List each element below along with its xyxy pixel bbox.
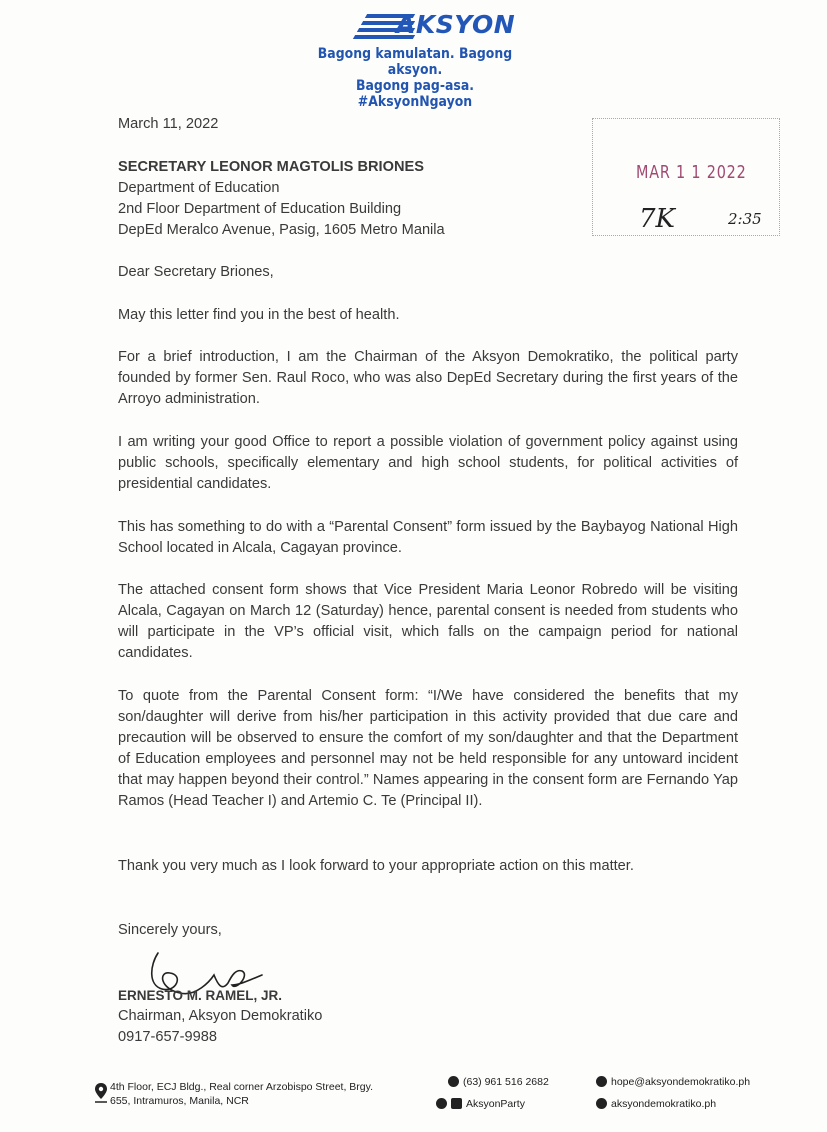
letter-date: March 11, 2022 (118, 116, 219, 132)
paragraph: For a brief introduction, I am the Chairman of the Aksyon Demokratiko, the political party founded by former Sen. Raul Roco, who was also DepEd Secretary during the first years of the Arroyo administration. (118, 349, 738, 407)
recipient-address-2: DepEd Meralco Avenue, Pasig, 1605 Metro Manila (118, 222, 445, 238)
tagline-line-2: Bagong pag-asa. #AksyonNgayon (355, 78, 474, 110)
recipient-name: SECRETARY LEONOR MAGTOLIS BRIONES (118, 159, 424, 175)
paragraph: May this letter find you in the best of health. (118, 307, 400, 323)
recipient-address-1: 2nd Floor Department of Education Building (118, 201, 402, 217)
recipient-block (118, 157, 445, 241)
globe-icon (596, 1098, 607, 1109)
phone-icon (448, 1076, 459, 1087)
footer-address-line-1: 4th Floor, ECJ Bldg., Real corner Arzobispo Street, Brgy. (110, 1081, 374, 1093)
tagline (308, 46, 523, 110)
signatory-name: ERNESTO M. RAMEL, JR. (118, 988, 283, 1003)
footer-phone (448, 1075, 549, 1089)
salutation: Dear Secretary Briones, (118, 264, 274, 280)
facebook-icon (436, 1098, 447, 1109)
footer-website-text: aksyondemokratiko.ph (611, 1098, 717, 1110)
location-pin-icon (94, 1082, 108, 1104)
recipient-org: Department of Education (118, 180, 280, 196)
footer-address-line-2: 655, Intramuros, Manila, NCR (110, 1095, 249, 1107)
paragraph: This has something to do with a “Parental Consent” form issued by the Baybayog National High School located in Alcala, Cagayan province. (118, 519, 738, 556)
signatory-title: Chairman, Aksyon Demokratiko (118, 1008, 323, 1024)
footer-website (596, 1097, 716, 1111)
email-icon (596, 1076, 607, 1087)
brand-name: AKSYON (396, 10, 516, 39)
paragraph: I am writing your good Office to report a possible violation of government policy against using public schools, specifically elementary and high school students, for political activities of presidential candidates. (118, 434, 738, 492)
paragraph: To quote from the Parental Consent form: “I/We have considered the benefits that my son/daughter will derive from his/her participation in this activity provided that due care and precaution will be observed to ensure the comfort of my son/daughter and that the Department of Education employees and personnel may not be held responsible for any untoward incident that may happen beyond their control.” Names appearing in the consent form are Fernando Yap Ramos (Head Teacher I) and Artemio C. Te (Principal II). (118, 688, 738, 809)
signatory-phone: 0917-657-9988 (118, 1029, 217, 1045)
paragraph: The attached consent form shows that Vice President Maria Leonor Robredo will be visiting Alcala, Cagayan on March 12 (Saturday) hence, parental consent is needed from students who will participate in the VP’s official visit, which falls on the campaign period for national candidates. (118, 582, 738, 661)
footer-social-text: AksyonParty (466, 1098, 525, 1110)
tagline-line-1: Bagong kamulatan. Bagong aksyon. (317, 46, 513, 78)
footer-social (436, 1097, 525, 1111)
footer-email-text: hope@aksyondemokratiko.ph (611, 1076, 751, 1088)
stamp-time: 2:35 (728, 210, 762, 228)
stamp-initials: 7K (639, 204, 675, 234)
closing: Sincerely yours, (118, 922, 222, 938)
stamp-date: MAR 1 1 2022 (636, 162, 747, 183)
footer-phone-text: (63) 961 516 2682 (463, 1076, 549, 1088)
signatory-block (118, 985, 322, 1048)
youtube-icon (451, 1098, 462, 1109)
footer-address (110, 1080, 373, 1108)
footer-email (596, 1075, 750, 1089)
paragraph: Thank you very much as I look forward to your appropriate action on this matter. (118, 858, 634, 874)
aksyon-logo (352, 8, 516, 48)
